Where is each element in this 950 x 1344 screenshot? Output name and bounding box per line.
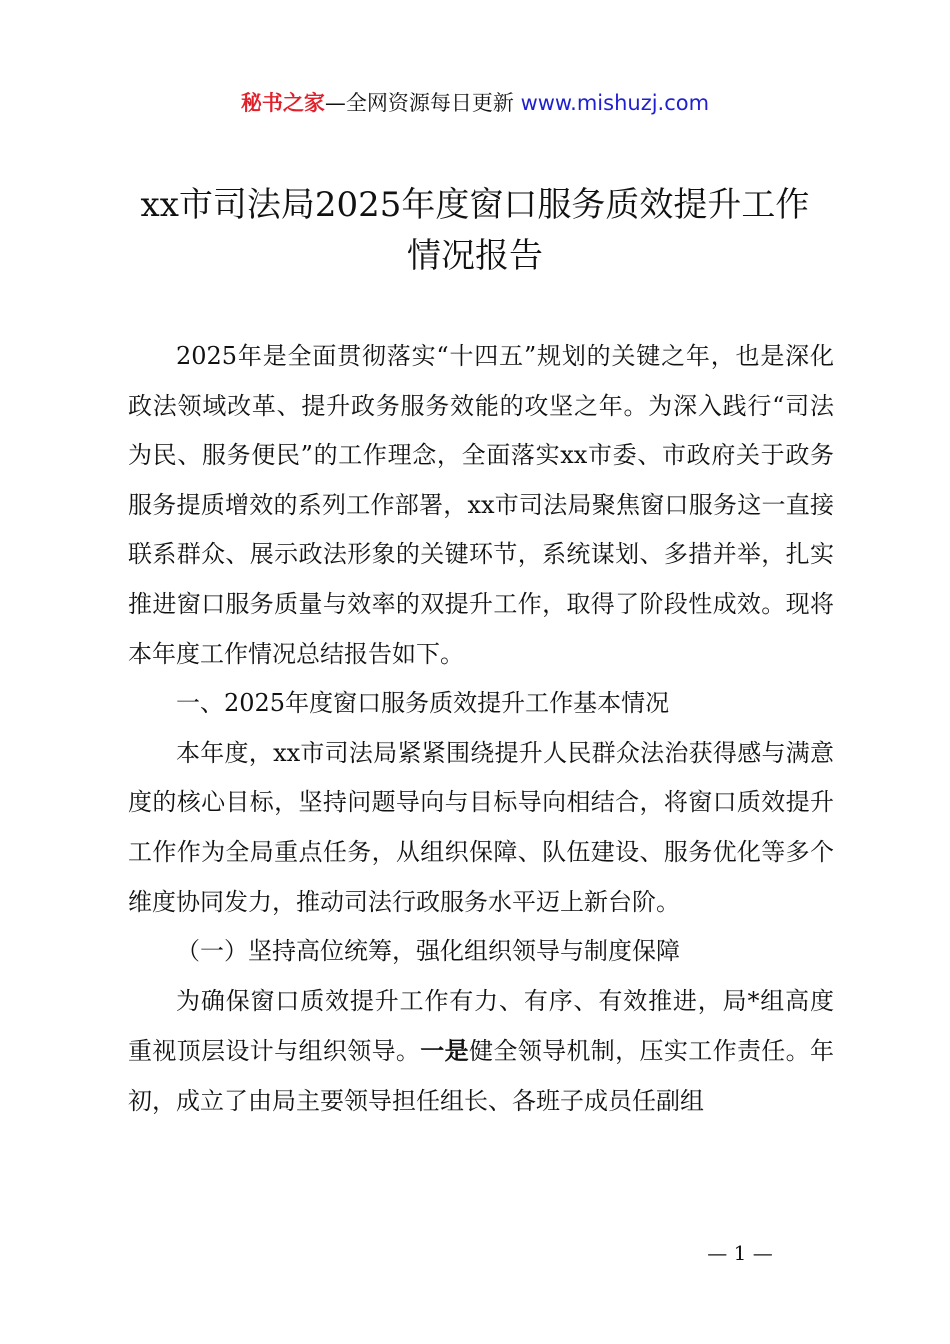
document-body <box>128 332 834 1127</box>
subsection-1-text-start: 为确保窗口质效提升工作有力、有序、有效推进，局*组高度重视顶层设计与组织领导。 <box>128 986 834 1066</box>
section-1-heading: 一、2025年度窗口服务质效提升工作基本情况 <box>176 689 670 718</box>
subsection-1-text-end: 健全领导机制，压实工作责任。年初，成立了由局主要领导担任组长、各班子成员任副组 <box>128 1037 835 1115</box>
intro-paragraph: 2025年是全面贯彻落实“十四五”规划的关键之年，也是深化政法领域改革、提升政务服务效能的攻坚之年。为深入践行“司法为民、服务便民”的工作理念，全面落实xx市委、市政府关于政务服务提质增效的系列工作部署，xx市司法局聚焦窗口服务这一直接联系群众、展示政法形象的关键环节，系统谋划、多措并举，扎实推进窗口服务质量与效率的双提升工作，取得了阶段性成效。现将本年度工作情况总结报告如下。 <box>128 342 834 668</box>
subsection-1-paragraph <box>128 977 834 1127</box>
banner-url-link[interactable]: www.mishuzj.com <box>520 91 710 115</box>
title-line-2: 情况报告 <box>407 236 543 276</box>
document-title <box>100 180 850 282</box>
section-1-paragraph: 本年度，xx市司法局紧紧围绕提升人民群众法治获得感与满意度的核心目标，坚持问题导向与目标导向相结合，将窗口质效提升工作作为全局重点任务，从组织保障、队伍建设、服务优化等多个维度协同发力，推动司法行政服务水平迈上新台阶。 <box>128 738 834 916</box>
banner-brand: 秘书之家 <box>240 91 325 115</box>
subsection-1-bold-marker: 一是 <box>420 1036 470 1066</box>
subsection-1-heading: （一）坚持高位统筹，强化组织领导与制度保障 <box>176 937 680 966</box>
title-line-1: xx市司法局2025年度窗口服务质效提升工作 <box>140 185 810 225</box>
banner-tagline: —全网资源每日更新 <box>324 91 521 115</box>
site-banner <box>0 88 950 118</box>
page-number: — 1 — <box>707 1241 773 1265</box>
